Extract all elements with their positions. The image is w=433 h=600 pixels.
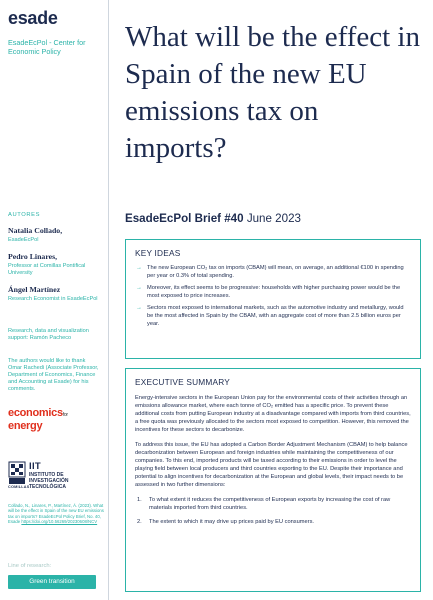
key-ideas-box xyxy=(125,239,421,359)
green-transition-tag[interactable]: Green transition xyxy=(8,575,96,589)
summary-item-text: To what extent it reduces the competitiveness of European exports by increasing the cost of raw materials imported from third countries. xyxy=(149,497,391,511)
authors-heading: AUTORES xyxy=(8,212,41,218)
author-collado xyxy=(8,226,103,244)
logo-line-1: economics xyxy=(8,407,63,419)
citation-link[interactable]: https://doi.org/10.56269/20230608/NCV xyxy=(21,519,98,525)
economics-for-energy-logo xyxy=(8,408,103,432)
brief-line xyxy=(125,212,301,225)
center-name: EsadeEcPol - Center for Economic Policy xyxy=(8,38,86,56)
key-ideas-heading: KEY IDEAS xyxy=(135,248,181,258)
brief-date: June 2023 xyxy=(246,212,301,225)
list-number: 1. xyxy=(137,497,142,503)
research-line-label: Line of research: xyxy=(8,563,52,569)
summary-list xyxy=(135,496,411,526)
list-item xyxy=(135,304,411,328)
author-linares xyxy=(8,252,103,277)
summary-paragraph-2: To address this issue, the EU has adopted a Carbon Border Adjustment Mechanism (CBAM) to help balance decarbonization between European and foreign industries while maintaining the competitiveness of our companies. To this end, imported products will be taxed according to their emissions in order to level the playing field between local producers and third countries exporting to the EU. Despite their importance and potential to align incentives for decarbonization at the European and global levels, their impact needs to be assessed in two further dimensions: xyxy=(135,442,408,488)
comillas-crest-icon xyxy=(8,461,26,485)
author-role: Professor at Comillas Pontifical University xyxy=(8,263,86,276)
summary-item-text: The extent to which it may drive up prices paid by EU consumers. xyxy=(149,519,315,525)
iit-logo xyxy=(8,461,103,491)
citation-text: Collado, N., Linares, P., Martínez, Á. (2023). What will be the effect in Spain of the new EU emissions tax on imports? EsadeEcPol Policy Brief, No. 40, Esade xyxy=(8,503,104,525)
executive-summary-box xyxy=(125,368,421,592)
citation xyxy=(8,503,104,525)
list-item xyxy=(135,496,411,512)
arrow-icon: → xyxy=(136,305,142,311)
iit-line-2: INVESTIGACIÓN xyxy=(29,478,69,484)
list-item xyxy=(135,264,411,280)
executive-summary-heading: EXECUTIVE SUMMARY xyxy=(135,377,230,387)
author-role: EsadeEcPol xyxy=(8,237,39,243)
summary-paragraph-1: Energy-intensive sectors in the European Union pay for the environmental costs of their activities through an emissions allowance market, where each tonne of CO₂ emitted has a specific price. To prevent these additional costs from putting European industry at a disadvantage compared with imports from third countries, a free quota was previously allocated to the sectors most exposed to competition. However, this removed the incentives for these sectors to decarbonize. xyxy=(135,395,411,433)
author-name: Pedro Linares, xyxy=(8,252,58,261)
sidebar-divider xyxy=(108,0,109,600)
key-idea-text: The new European CO₂ tax on imports (CBAM) will mean, on average, an additional €100 in spending per year or 0.3% of total spending. xyxy=(147,265,404,279)
esade-logo: esade xyxy=(8,8,58,28)
page-title: What will be the effect in Spain of the new EU emissions tax on imports? xyxy=(125,21,420,164)
list-item xyxy=(135,284,411,300)
iit-acronym: IIT xyxy=(29,461,41,472)
key-idea-text: Sectors most exposed to international markets, such as the automotive industry and metallurgy, would be the most affected in Spain by the CBAM, with an aggregate cost of more than 2.5 billion euros per year. xyxy=(147,305,404,327)
thanks-note: The authors would like to thank Omar Rachedi (Associate Professor, Department of Economics, Finance and Accounting at Esade) for his comments. xyxy=(8,358,99,392)
logo-for: for xyxy=(62,412,68,418)
support-note: Research, data and visualization support: Ramón Pacheco xyxy=(8,328,89,341)
author-name: Natalia Collado, xyxy=(8,226,63,235)
iit-line-1: INSTITUTO DE xyxy=(29,472,64,478)
key-idea-text: Moreover, its effect seems to be progressive: households with higher purchasing power would be the most exposed to price increases. xyxy=(147,285,401,299)
comillas-label: COMILLAS xyxy=(8,485,30,489)
author-role: Research Economist in EsadeEcPol xyxy=(8,296,98,302)
list-item xyxy=(135,518,411,526)
arrow-icon: → xyxy=(136,265,142,271)
arrow-icon: → xyxy=(136,285,142,291)
author-name: Ángel Martínez xyxy=(8,285,61,294)
iit-line-3: TECNOLÓGICA xyxy=(29,484,66,490)
list-number: 2. xyxy=(137,519,142,525)
key-ideas-list xyxy=(135,264,411,328)
logo-line-2: energy xyxy=(8,420,43,432)
brief-label: EsadeEcPol Brief #40 xyxy=(125,212,244,225)
author-martinez xyxy=(8,285,103,303)
